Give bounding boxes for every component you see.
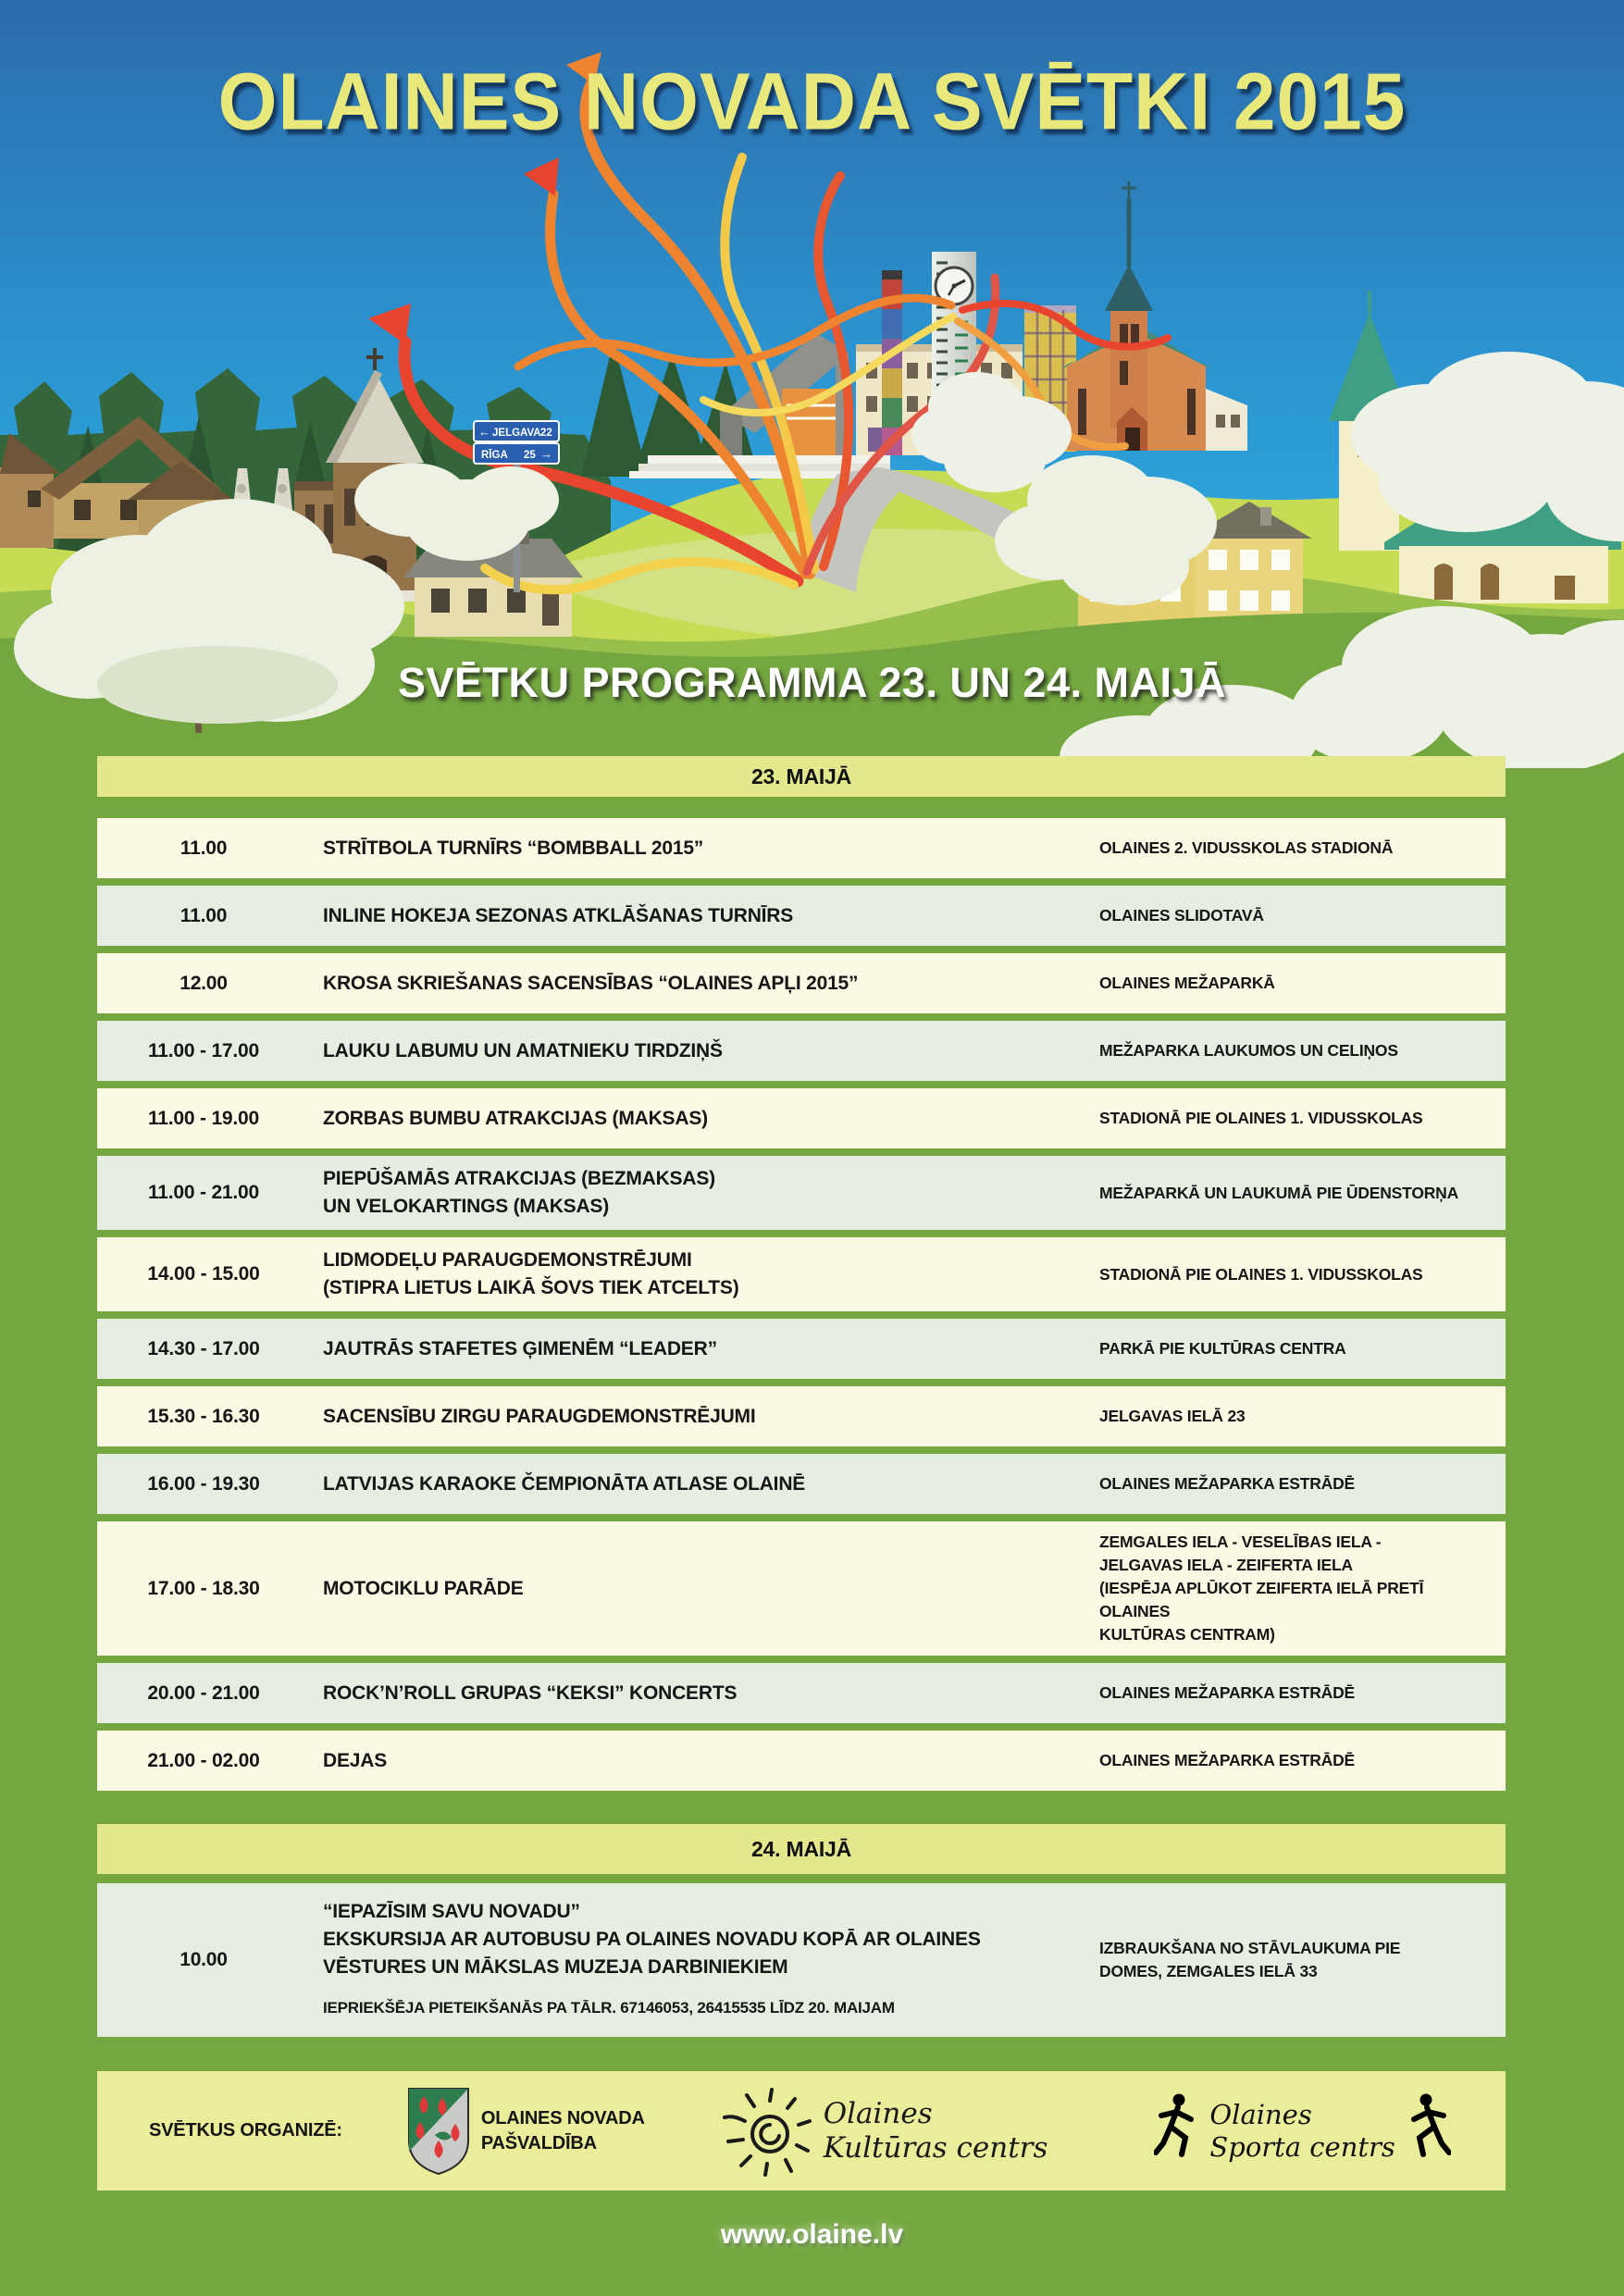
event-title <box>310 1037 1099 1065</box>
event-time: 17.00 - 18.30 <box>147 1577 260 1599</box>
schedule-row <box>97 1237 1506 1311</box>
event-location-line: MEŽAPARKA LAUKUMOS UN CELIŅOS <box>1099 1041 1398 1060</box>
schedule-row <box>97 1663 1506 1723</box>
event-title-line: LATVIJAS KARAOKE ČEMPIONĀTA ATLASE OLAINĒ <box>323 1472 806 1495</box>
event-location-line: OLAINES MEŽAPARKĀ <box>1099 974 1275 992</box>
event-location-line: STADIONĀ PIE OLAINES 1. VIDUSSKOLAS <box>1099 1109 1423 1127</box>
event-time: 11.00 - 19.00 <box>147 1107 259 1129</box>
event-title-line: VĒSTURES UN MĀKSLAS MUZEJA DARBINIEKIEM <box>323 1956 788 1978</box>
program-schedule <box>97 756 1506 2044</box>
coat-of-arms-icon <box>407 2087 470 2176</box>
event-title-line: DEJAS <box>323 1749 388 1771</box>
event-title-line: ZORBAS BUMBU ATRAKCIJAS (MAKSAS) <box>323 1107 708 1129</box>
event-title-line: SACENSĪBU ZIRGU PARAUGDEMONSTRĒJUMI <box>323 1405 756 1427</box>
schedule-row <box>97 1731 1506 1791</box>
event-location <box>1099 1937 1506 1983</box>
sign-distance-riga: 25 <box>524 450 536 461</box>
sign-destination-riga: RĪGA <box>481 450 508 461</box>
event-location <box>1099 1337 1506 1360</box>
runner-icon <box>1405 2091 1451 2170</box>
organization-name <box>1209 2099 1395 2164</box>
event-title <box>310 1247 1099 1302</box>
schedule-row <box>97 1156 1506 1230</box>
event-time: 21.00 - 02.00 <box>147 1749 260 1771</box>
event-time: 11.00 - 21.00 <box>147 1182 259 1203</box>
schedule-row <box>97 953 1506 1013</box>
organization-name-line: PAŠVALDĪBA <box>480 2132 597 2153</box>
day2-header: 24. MAIJĀ <box>97 1824 1506 1874</box>
sign-distance-jelgava: 22 <box>540 428 552 439</box>
organizers-band <box>97 2071 1506 2191</box>
program-banner-title: SVĒTKU PROGRAMMA 23. UN 24. MAIJĀ <box>398 659 1226 706</box>
event-time: 16.00 - 19.30 <box>147 1472 260 1495</box>
event-location <box>1099 1182 1506 1205</box>
organization-name-line: Olaines <box>1209 2098 1312 2130</box>
event-location-line: JELGAVAS IELĀ 23 <box>1099 1407 1246 1425</box>
event-location-line: MEŽAPARKĀ UN LAUKUMĀ PIE ŪDENSTORŅA <box>1099 1183 1459 1202</box>
event-title-line: KROSA SKRIEŠANAS SACENSĪBAS “OLAINES APĻI 2015” <box>323 972 859 994</box>
event-title-line: PIEPŪŠAMĀS ATRAKCIJAS (BEZMAKSAS) <box>323 1168 715 1189</box>
event-title-line: INLINE HOKEJA SEZONAS ATKLĀŠANAS TURNĪRS <box>323 904 794 926</box>
event-location <box>1099 837 1506 860</box>
website-link[interactable]: www.olaine.lv <box>720 2219 904 2250</box>
event-location <box>1099 1107 1506 1130</box>
event-title-line: ROCK’N’ROLL GRUPAS “KEKSI” KONCERTS <box>323 1682 738 1704</box>
event-location-line: ZEMGALES IELA - VESELĪBAS IELA - <box>1099 1533 1382 1551</box>
event-title <box>310 1165 1099 1221</box>
schedule-row <box>97 1021 1506 1081</box>
event-location-line: DOMES, ZEMGALES IELĀ 33 <box>1099 1962 1318 1980</box>
event-time: 10.00 <box>180 1949 228 1970</box>
event-title-line: JAUTRĀS STAFETES ĢIMENĒM “LEADER” <box>323 1337 717 1359</box>
organizers-label: SVĒTKUS ORGANIZĒ: <box>149 2120 342 2141</box>
event-location-line: OLAINES 2. VIDUSSKOLAS STADIONĀ <box>1099 838 1394 857</box>
organization-name <box>824 2097 1048 2166</box>
event-time: 14.00 - 15.00 <box>147 1263 260 1285</box>
sun-logo-icon <box>719 2080 816 2182</box>
sign-arrow-right: → <box>540 447 552 461</box>
event-location <box>1099 1405 1506 1428</box>
event-location-line: (IESPĒJA APLŪKOT ZEIFERTA IELĀ PRETĪ OLAINES <box>1099 1579 1424 1620</box>
sign-destination-jelgava: JELGAVA <box>492 428 541 439</box>
organization-sporta-centrs <box>1154 2091 1450 2170</box>
schedule-row <box>97 1088 1506 1148</box>
event-location-line: JELGAVAS IELA - ZEIFERTA IELA <box>1099 1556 1353 1574</box>
event-location-line: OLAINES MEŽAPARKA ESTRĀDĒ <box>1099 1683 1355 1702</box>
event-location <box>1099 1531 1506 1646</box>
event-title <box>310 1575 1099 1603</box>
event-title <box>310 1471 1099 1498</box>
event-location <box>1099 1039 1506 1062</box>
event-time: 15.30 - 16.30 <box>147 1405 260 1427</box>
schedule-row <box>97 1386 1506 1446</box>
event-location <box>1099 1263 1506 1286</box>
organization-name-line: OLAINES NOVADA <box>480 2107 645 2128</box>
event-title <box>310 902 1099 930</box>
event-location <box>1099 1472 1506 1496</box>
schedule-row <box>97 1454 1506 1514</box>
event-title-line: EKSKURSIJA AR AUTOBUSU PA OLAINES NOVADU KOPĀ AR OLAINES <box>323 1929 981 1950</box>
schedule-row <box>97 818 1506 878</box>
event-title <box>310 1680 1099 1707</box>
event-location-line: OLAINES SLIDOTAVĀ <box>1099 906 1264 925</box>
event-time: 14.30 - 17.00 <box>147 1337 260 1359</box>
event-location-line: PARKĀ PIE KULTŪRAS CENTRA <box>1099 1339 1346 1358</box>
organization-name-line: Kultūras centrs <box>823 2130 1048 2165</box>
schedule-row <box>97 1883 1506 2037</box>
event-title <box>310 835 1099 863</box>
event-title-line: “IEPAZĪSIM SAVU NOVADU” <box>323 1901 580 1922</box>
event-title-line: STRĪTBOLA TURNĪRS “BOMBBALL 2015” <box>323 837 704 859</box>
event-time: 12.00 <box>180 972 228 994</box>
event-location <box>1099 904 1506 927</box>
event-title-line: UN VELOKARTINGS (MAKSAS) <box>323 1196 610 1217</box>
event-title-line: (STIPRA LIETUS LAIKĀ ŠOVS TIEK ATCELTS) <box>323 1277 739 1298</box>
event-location-line: STADIONĀ PIE OLAINES 1. VIDUSSKOLAS <box>1099 1264 1423 1284</box>
event-title-line: LAUKU LABUMU UN AMATNIEKU TIRDZIŅŠ <box>323 1039 723 1061</box>
day1-header: 23. MAIJĀ <box>97 756 1506 797</box>
event-location-line: KULTŪRAS CENTRAM) <box>1099 1625 1275 1644</box>
organization-pasvaldiba <box>407 2087 645 2176</box>
schedule-row <box>97 1521 1506 1656</box>
event-title-line: MOTOCIKLU PARĀDE <box>323 1577 524 1599</box>
day1-rows <box>97 818 1506 1791</box>
event-title <box>310 970 1099 998</box>
event-location-line: OLAINES MEŽAPARKA ESTRĀDĒ <box>1099 1474 1355 1493</box>
event-location-line: IZBRAUKŠANA NO STĀVLAUKUMA PIE <box>1099 1939 1401 1957</box>
schedule-row <box>97 886 1506 946</box>
organization-name-line: Sporta centrs <box>1209 2130 1395 2163</box>
event-location-line: OLAINES MEŽAPARKA ESTRĀDĒ <box>1099 1751 1355 1769</box>
runner-icon <box>1154 2091 1200 2170</box>
event-note: IEPRIEKŠĒJA PIETEIKŠANĀS PA TĀLR. 67146053, 26415535 LĪDZ 20. MAIJAM <box>323 1999 895 2017</box>
organization-name-line: Olaines <box>823 2096 933 2130</box>
event-title <box>310 1898 1099 2022</box>
schedule-row <box>97 1319 1506 1379</box>
event-title-line: LIDMODEĻU PARAUGDEMONSTRĒJUMI <box>323 1249 692 1271</box>
organization-name <box>481 2106 645 2156</box>
poster-title: OLAINES NOVADA SVĒTKI 2015 <box>217 57 1407 147</box>
event-time: 11.00 <box>180 904 228 926</box>
event-time: 11.00 <box>180 837 228 859</box>
event-location <box>1099 1682 1506 1705</box>
event-time: 11.00 - 17.00 <box>147 1039 259 1061</box>
event-title <box>310 1335 1099 1363</box>
sign-arrow-left: ← <box>478 425 490 439</box>
event-title <box>310 1403 1099 1431</box>
event-location <box>1099 1749 1506 1772</box>
event-title <box>310 1747 1099 1775</box>
event-time: 20.00 - 21.00 <box>147 1682 260 1704</box>
organization-kulturas-centrs <box>719 2080 1048 2182</box>
event-title <box>310 1105 1099 1133</box>
event-location <box>1099 972 1506 995</box>
